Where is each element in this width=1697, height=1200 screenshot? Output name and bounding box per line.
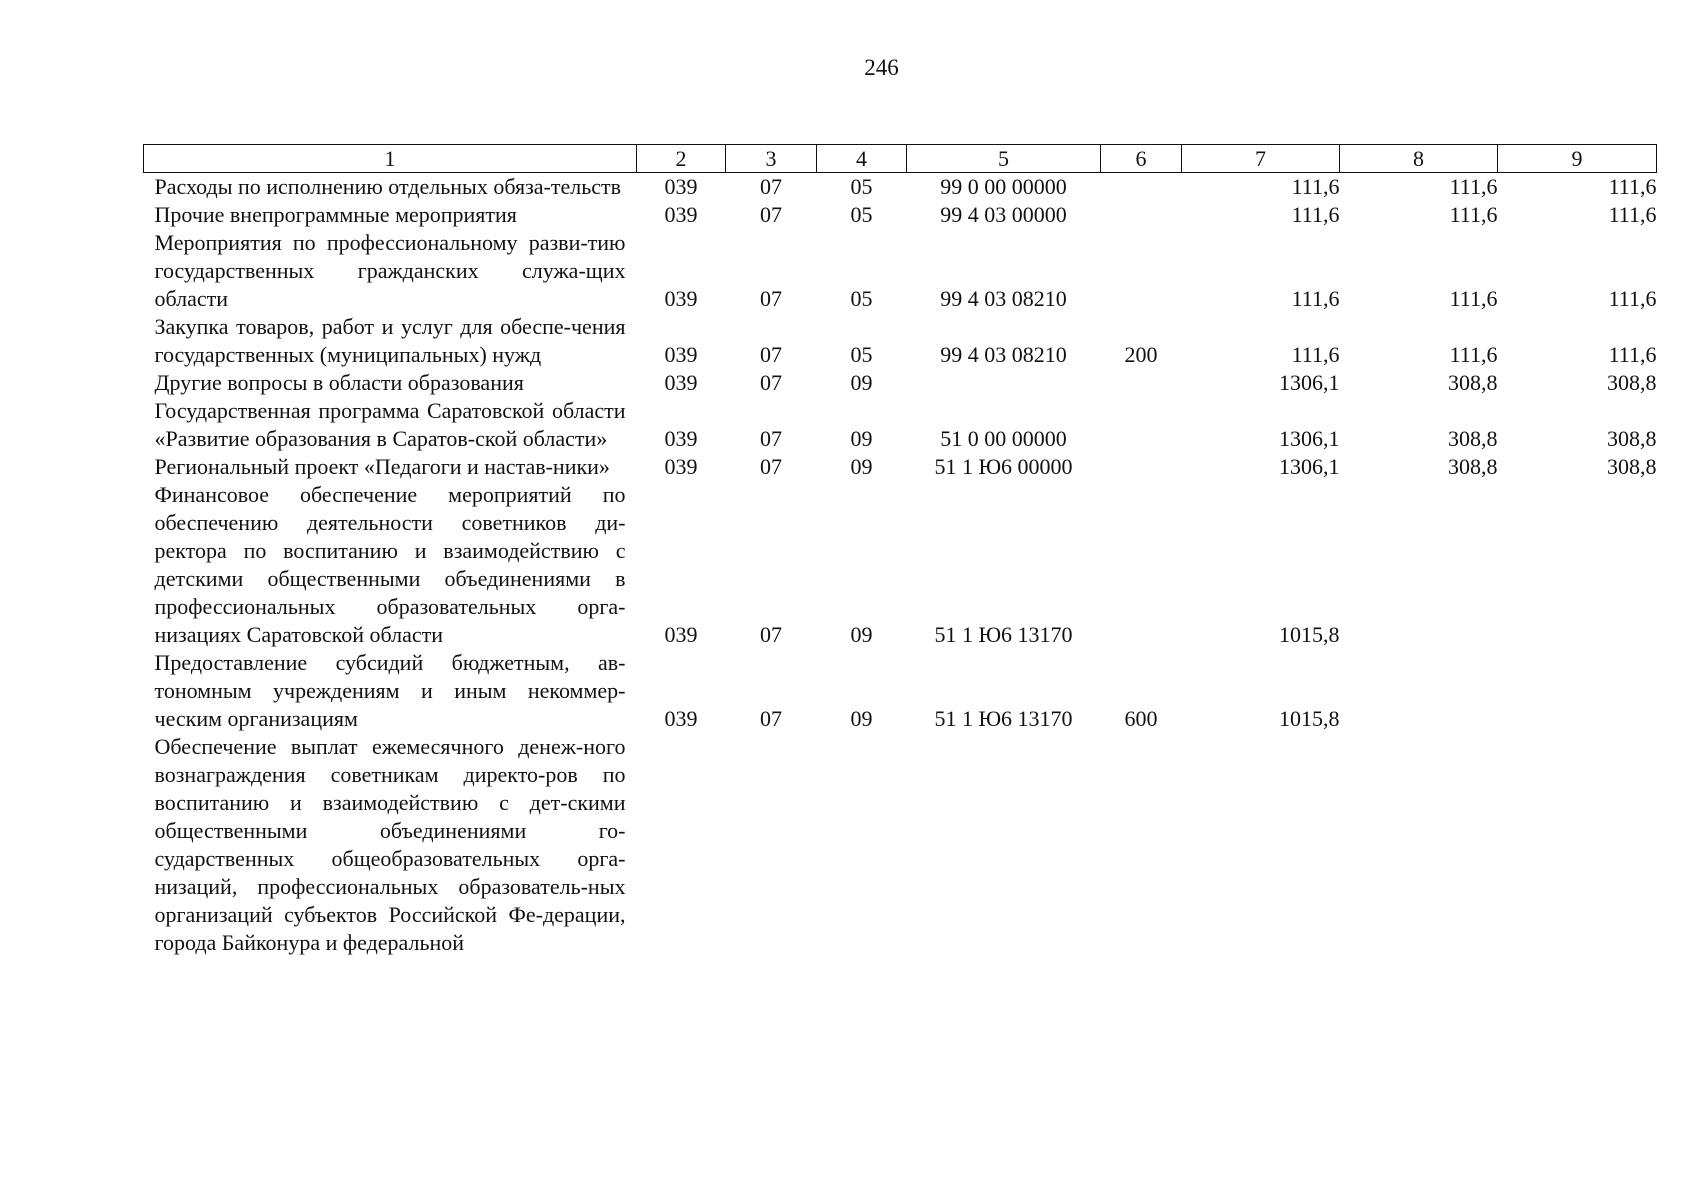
column-header: 4 bbox=[817, 145, 907, 173]
cell-col-5: 51 1 Ю6 13170 bbox=[934, 706, 1073, 731]
cell-col-3: 07 bbox=[760, 426, 782, 451]
cell-col-2: 039 bbox=[664, 706, 698, 731]
cell-col-5: 99 4 03 00000 bbox=[940, 202, 1067, 227]
cell-col-7 bbox=[1182, 733, 1340, 957]
cell-col-7: 1306,1 bbox=[1279, 454, 1340, 479]
column-header: 2 bbox=[637, 145, 726, 173]
cell-col-3: 07 bbox=[760, 202, 782, 227]
cell-col-8: 111,6 bbox=[1449, 174, 1498, 199]
cell-col-7: 1015,8 bbox=[1279, 706, 1340, 731]
column-header: 9 bbox=[1498, 145, 1657, 173]
column-header: 7 bbox=[1182, 145, 1340, 173]
table-row bbox=[144, 201, 1657, 229]
table-row bbox=[144, 453, 1657, 481]
row-description: Другие вопросы в области образования bbox=[154, 370, 524, 395]
column-header: 8 bbox=[1340, 145, 1498, 173]
cell-col-9 bbox=[1498, 481, 1657, 649]
table-row bbox=[144, 397, 1657, 453]
cell-col-4: 05 bbox=[850, 202, 873, 227]
row-description: Закупка товаров, работ и услуг для обеспе-чения государственных (муниципальных) нужд bbox=[154, 314, 626, 367]
cell-col-7: 111,6 bbox=[1291, 286, 1340, 311]
cell-col-6 bbox=[1101, 201, 1182, 229]
cell-col-8 bbox=[1340, 733, 1498, 957]
cell-col-7: 1015,8 bbox=[1279, 622, 1340, 647]
cell-col-4: 09 bbox=[850, 454, 873, 479]
cell-col-7: 111,6 bbox=[1291, 342, 1340, 367]
cell-col-2: 039 bbox=[664, 454, 698, 479]
cell-col-2: 039 bbox=[664, 622, 698, 647]
cell-col-4: 09 bbox=[850, 622, 873, 647]
cell-col-8 bbox=[1340, 649, 1498, 733]
table-body bbox=[144, 173, 1657, 958]
cell-col-9: 308,8 bbox=[1607, 426, 1657, 451]
page-number: 246 bbox=[864, 55, 899, 80]
cell-col-8: 111,6 bbox=[1449, 202, 1498, 227]
cell-col-4: 05 bbox=[850, 342, 873, 367]
column-header: 6 bbox=[1101, 145, 1182, 173]
table-row bbox=[144, 481, 1657, 649]
cell-col-3: 07 bbox=[760, 286, 782, 311]
row-description: Обеспечение выплат ежемесячного денеж-ного вознаграждения советникам директо-ров по воспитанию и взаимодействию с дет-скими общественными объединениями го-сударственных общеобразовательных орга-низаций, профессиональных образователь-ных организаций субъектов Российской Фе-дерации, города Байконура и федеральной bbox=[154, 734, 626, 955]
cell-col-6: 600 bbox=[1124, 706, 1158, 731]
cell-col-3: 07 bbox=[760, 342, 782, 367]
cell-col-5: 99 0 00 00000 bbox=[940, 174, 1067, 199]
cell-col-2 bbox=[637, 733, 726, 957]
cell-col-9: 111,6 bbox=[1608, 342, 1657, 367]
cell-col-5 bbox=[907, 369, 1101, 397]
cell-col-3: 07 bbox=[760, 174, 782, 199]
cell-col-3: 07 bbox=[760, 370, 782, 395]
row-description: Прочие внепрограммные мероприятия bbox=[154, 202, 517, 227]
cell-col-5: 99 4 03 08210 bbox=[940, 342, 1067, 367]
table-header-row bbox=[144, 145, 1657, 173]
cell-col-8 bbox=[1340, 481, 1498, 649]
cell-col-6 bbox=[1101, 369, 1182, 397]
cell-col-3: 07 bbox=[760, 454, 782, 479]
cell-col-8: 308,8 bbox=[1448, 454, 1498, 479]
cell-col-5: 51 1 Ю6 13170 bbox=[934, 622, 1073, 647]
row-description: Региональный проект «Педагоги и настав-ники» bbox=[154, 454, 610, 479]
cell-col-4: 09 bbox=[850, 706, 873, 731]
cell-col-2: 039 bbox=[664, 342, 698, 367]
cell-col-8: 308,8 bbox=[1448, 426, 1498, 451]
cell-col-4: 05 bbox=[850, 174, 873, 199]
cell-col-2: 039 bbox=[664, 370, 698, 395]
cell-col-7: 111,6 bbox=[1291, 202, 1340, 227]
row-description: Расходы по исполнению отдельных обяза-тельств bbox=[154, 174, 622, 199]
table-row bbox=[144, 313, 1657, 369]
cell-col-6 bbox=[1101, 397, 1182, 453]
cell-col-2: 039 bbox=[664, 286, 698, 311]
cell-col-6 bbox=[1101, 173, 1182, 202]
cell-col-7: 1306,1 bbox=[1279, 370, 1340, 395]
cell-col-9: 111,6 bbox=[1608, 174, 1657, 199]
cell-col-6 bbox=[1101, 229, 1182, 313]
row-description: Мероприятия по профессиональному разви-тию государственных гражданских служа-щих области bbox=[154, 230, 626, 311]
row-description: Предоставление субсидий бюджетным, ав-тономным учреждениям и иным некоммер-ческим организациям bbox=[154, 650, 626, 731]
cell-col-9: 111,6 bbox=[1608, 202, 1657, 227]
cell-col-7: 1306,1 bbox=[1279, 426, 1340, 451]
cell-col-5: 51 0 00 00000 bbox=[940, 426, 1067, 451]
budget-table bbox=[143, 144, 1657, 957]
column-header: 5 bbox=[907, 145, 1101, 173]
column-header: 1 bbox=[144, 145, 637, 173]
column-header: 3 bbox=[726, 145, 817, 173]
cell-col-4: 09 bbox=[850, 370, 873, 395]
cell-col-6 bbox=[1101, 733, 1182, 957]
cell-col-9: 308,8 bbox=[1607, 370, 1657, 395]
cell-col-8: 111,6 bbox=[1449, 286, 1498, 311]
cell-col-3 bbox=[726, 733, 817, 957]
cell-col-3: 07 bbox=[760, 706, 782, 731]
cell-col-5 bbox=[907, 733, 1101, 957]
cell-col-6: 200 bbox=[1124, 342, 1158, 367]
cell-col-2: 039 bbox=[664, 202, 698, 227]
cell-col-6 bbox=[1101, 453, 1182, 481]
table-row bbox=[144, 173, 1657, 202]
table-row bbox=[144, 649, 1657, 733]
cell-col-4: 09 bbox=[850, 426, 873, 451]
cell-col-9: 111,6 bbox=[1608, 286, 1657, 311]
cell-col-2: 039 bbox=[664, 426, 698, 451]
cell-col-4: 05 bbox=[850, 286, 873, 311]
cell-col-6 bbox=[1101, 481, 1182, 649]
row-description: Финансовое обеспечение мероприятий по обеспечению деятельности советников ди-ректора по воспитанию и взаимодействию с детскими общественными объединениями в профессиональных образовательных орга-низациях Саратовской области bbox=[154, 482, 626, 647]
table-row bbox=[144, 733, 1657, 957]
cell-col-9: 308,8 bbox=[1607, 454, 1657, 479]
cell-col-9 bbox=[1498, 649, 1657, 733]
cell-col-5: 51 1 Ю6 00000 bbox=[934, 454, 1073, 479]
cell-col-4 bbox=[817, 733, 907, 957]
cell-col-2: 039 bbox=[664, 174, 698, 199]
table-row bbox=[144, 229, 1657, 313]
cell-col-3: 07 bbox=[760, 622, 782, 647]
cell-col-5: 99 4 03 08210 bbox=[940, 286, 1067, 311]
cell-col-7: 111,6 bbox=[1291, 174, 1340, 199]
row-description: Государственная программа Саратовской области «Развитие образования в Саратов-ской области» bbox=[154, 398, 626, 451]
cell-col-8: 111,6 bbox=[1449, 342, 1498, 367]
table-row bbox=[144, 369, 1657, 397]
cell-col-8: 308,8 bbox=[1448, 370, 1498, 395]
cell-col-9 bbox=[1498, 733, 1657, 957]
